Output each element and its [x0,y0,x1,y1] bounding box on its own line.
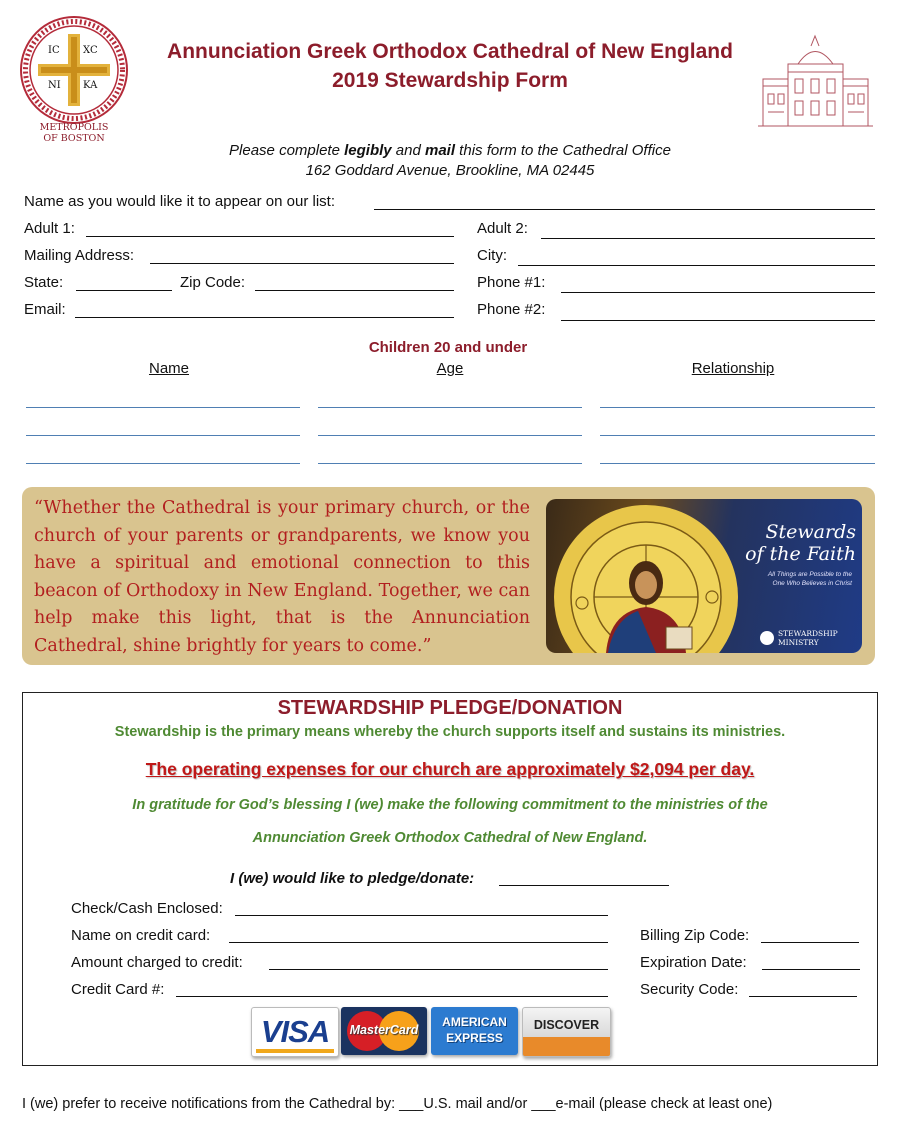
banner-title-line2: of the Faith [745,543,856,565]
logo [18,14,130,149]
ccnum-label: Credit Card #: [71,981,165,998]
banner-ministry-line2: MINISTRY [778,638,819,647]
adult1-label: Adult 1: [24,220,75,237]
quote-text: “Whether the Cathedral is your primary church, or the church of your parents or grandparents, we know you have a spiritual and emotional connection to this beacon of Orthodoxy in New England. Together, we can help make this light, that is the Annunciation Cathedral, shine brightly for years to come.” [34,498,530,656]
gratitude-line1: In gratitude for God’s blessing I (we) make the following commitment to the ministries of the [132,797,768,813]
banner-subtitle-line1: All Things are Possible to the [767,571,852,578]
instr-bold-legibly: legibly [344,142,392,159]
mailing-label: Mailing Address: [24,247,135,264]
stewards-banner [546,499,862,653]
adult2-label: Adult 2: [477,220,528,237]
child3-name-field[interactable] [26,463,300,464]
city-field[interactable] [518,265,875,266]
email-label: Email: [24,301,66,318]
expiration-label: Expiration Date: [640,954,747,971]
gratitude-line2: Annunciation Greek Orthodox Cathedral of New England. [252,830,648,846]
name-list-field[interactable] [374,209,875,210]
city-label: City: [477,247,507,264]
child1-name-field[interactable] [26,407,300,408]
children-heading: Children 20 and under [368,339,528,356]
seal-letter-ka: KA [83,80,98,91]
cc-name-field[interactable] [229,942,608,943]
mastercard-logo-icon [341,1007,427,1055]
col-relationship: Relationship [691,360,775,377]
name-list-label: Name as you would like it to appear on our list: [24,193,335,210]
adult2-field[interactable] [541,238,875,239]
check-label: Check/Cash Enclosed: [71,900,223,917]
child1-relationship-field[interactable] [600,407,875,408]
metropolis-label-line2: OF BOSTON [43,133,105,144]
banner-ministry [778,629,838,647]
child1-age-field[interactable] [318,407,582,408]
visa-logo-icon [251,1007,339,1057]
amount-field[interactable] [269,969,608,970]
cathedral-drawing-icon [753,34,878,129]
instructions [150,142,750,159]
amex-logo-icon [431,1007,518,1055]
email-field[interactable] [75,317,454,318]
zip-label: Zip Code: [180,274,246,291]
form-title: 2019 Stewardship Form [332,69,568,92]
child2-age-field[interactable] [318,435,582,436]
mailing-field[interactable] [150,263,454,264]
banner-subtitle-line2: One Who Believes in Christ [772,580,852,587]
expiration-field[interactable] [762,969,860,970]
col-age: Age [436,360,464,377]
orthodox-seal-icon [18,14,130,126]
mastercard-logo-text: MasterCard [349,1023,419,1037]
instr-bold-mail: mail [425,142,456,159]
security-field[interactable] [749,996,857,997]
check-field[interactable] [235,915,608,916]
zip-field[interactable] [255,290,454,291]
metropolis-label-line1: METROPOLIS [39,122,109,133]
state-field[interactable] [76,290,172,291]
banner-title [732,521,856,565]
pledge-subtitle: Stewardship is the primary means whereby the church supports itself and sustains its ministries. [114,724,786,740]
seal-letter-xc: XC [83,45,98,56]
instr-text-2: and [391,142,425,159]
phone1-label: Phone #1: [477,274,546,291]
instr-text-3: this form to the Cathedral Office [455,142,671,159]
visa-logo-text: VISA [260,1014,330,1049]
seal-letter-ni: NI [48,80,61,91]
child3-age-field[interactable] [318,463,582,464]
phone2-label: Phone #2: [477,301,546,318]
security-label: Security Code: [640,981,739,998]
pledge-amount-field[interactable] [499,885,669,886]
cc-name-label: Name on credit card: [71,927,211,944]
amex-logo-text-line2: EXPRESS [446,1031,503,1045]
child2-relationship-field[interactable] [600,435,875,436]
banner-subtitle [736,570,852,588]
child3-relationship-field[interactable] [600,463,875,464]
adult1-field[interactable] [86,236,454,237]
state-label: State: [24,274,64,291]
visa-stripe [256,1049,334,1053]
discover-logo-icon [522,1007,611,1057]
phone2-field[interactable] [561,320,875,321]
banner-ministry-line1: STEWARDSHIP [778,629,838,638]
seal-letter-ic: IC [48,45,60,56]
child2-name-field[interactable] [26,435,300,436]
ministry-logo-icon [760,631,774,645]
col-name: Name [148,360,189,377]
instr-text-1: Please complete [229,142,345,159]
discover-logo-text: DISCOVER [533,1018,600,1032]
notification-preference: I (we) prefer to receive notifications from the Cathedral by: ___U.S. mail and/or ___e-mail (please check at least one) [22,1096,773,1112]
phone1-field[interactable] [561,292,875,293]
pledge-amount-label: I (we) would like to pledge/donate: [230,870,475,887]
amount-label: Amount charged to credit: [71,954,243,971]
ccnum-field[interactable] [176,996,608,997]
amex-logo-text-line1: AMERICAN [442,1015,507,1029]
billing-zip-field[interactable] [761,942,859,943]
billing-zip-label: Billing Zip Code: [640,927,750,944]
metropolis-label [18,122,130,144]
office-address: 162 Goddard Avenue, Brookline, MA 02445 [305,162,595,179]
pledge-heading: STEWARDSHIP PLEDGE/DONATION [277,697,623,719]
page-title: Annunciation Greek Orthodox Cathedral of New England [167,40,733,63]
expenses-statement: The operating expenses for our church are approximately $2,094 per day. [145,759,755,779]
banner-title-line1: Stewards [765,521,856,543]
